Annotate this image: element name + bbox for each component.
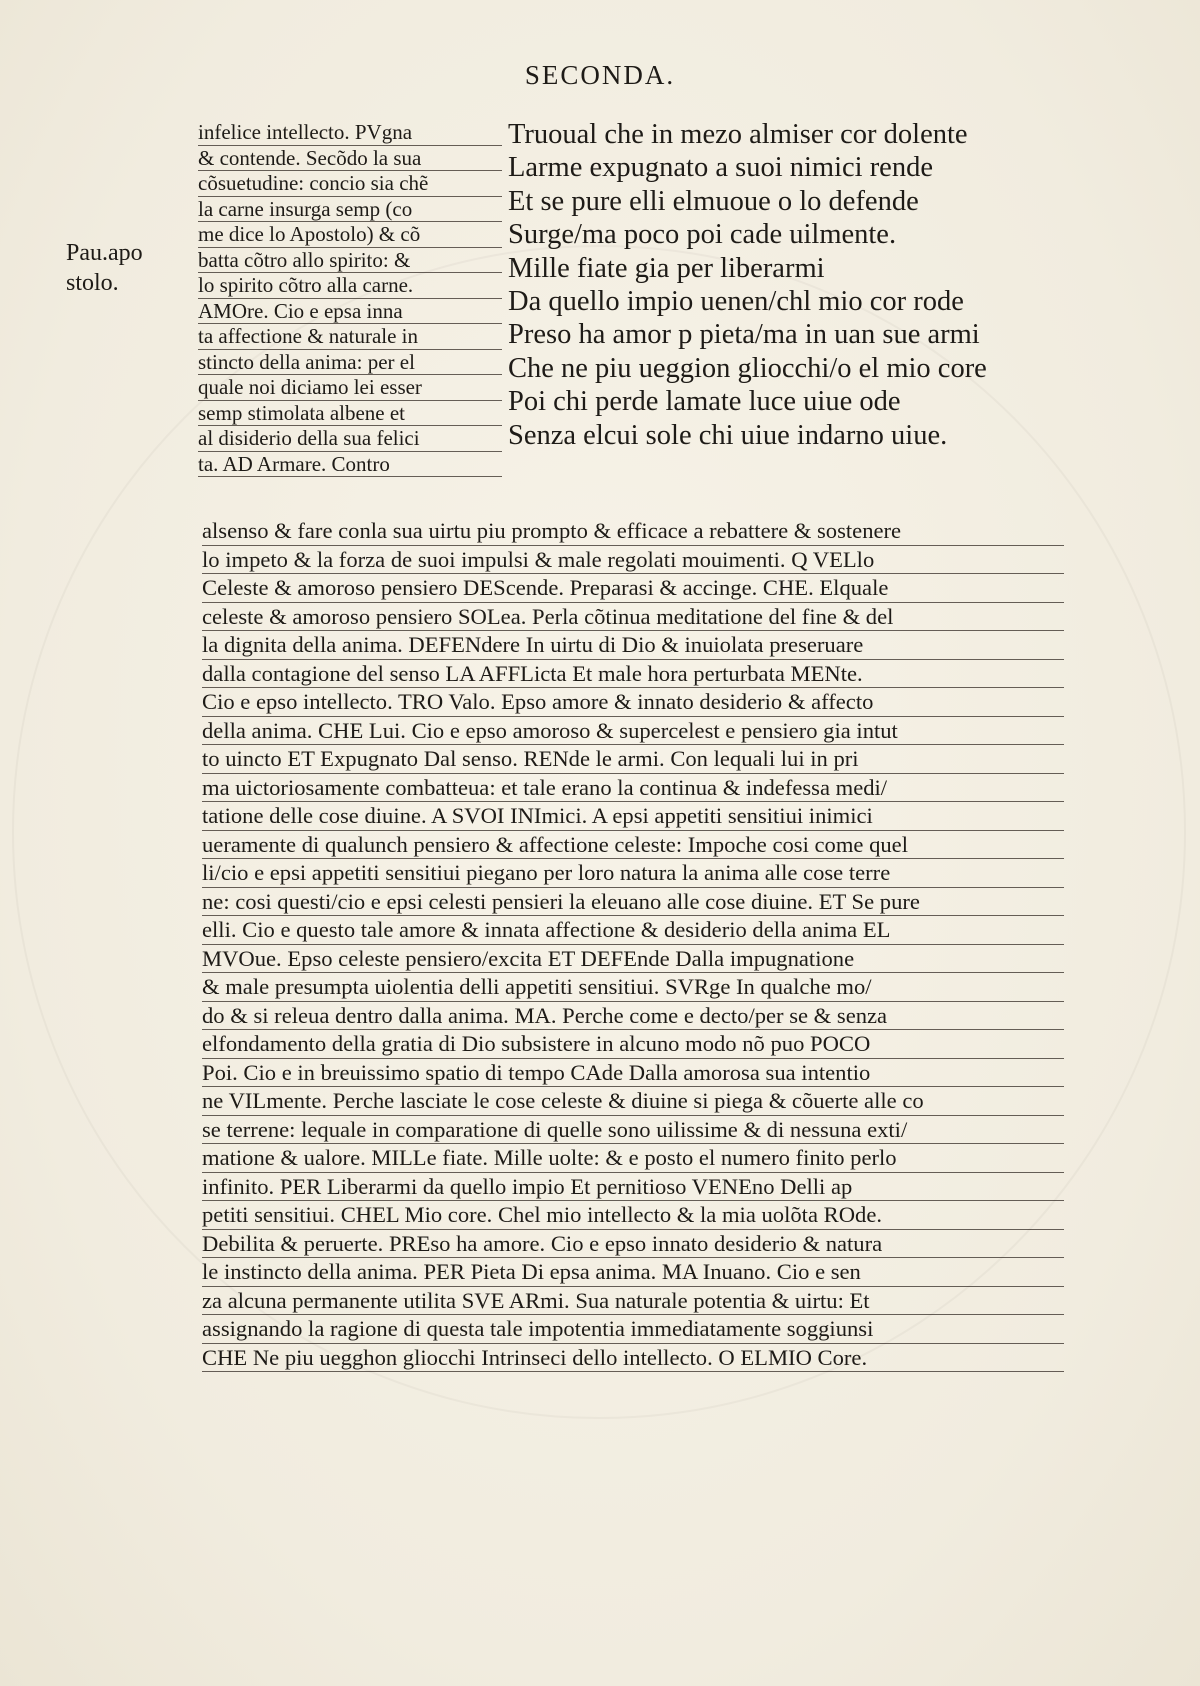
commentary-line: batta cõtro allo spirito: & [198, 248, 502, 274]
poem-line: Larme expugnato a suoi nimici rende [508, 152, 933, 184]
commentary-line: stincto della anima: per el [198, 350, 502, 376]
margin-note-line: stolo. [66, 270, 119, 296]
poem-line: Truoual che in mezo almiser cor dolente [508, 119, 968, 150]
poem-line: Da quello impio uenen/chl mio cor rode [508, 285, 964, 317]
sonnet-text [508, 118, 1068, 452]
commentary-line: ma uictoriosamente combatteua: et tale erano la continua & indefessa medi/ [202, 774, 1064, 803]
commentary-line: ne VILmente. Perche lasciate le cose celeste & diuine si piega & cõuerte alle co [202, 1087, 1064, 1116]
commentary-line: ne: cosi questi/cio e epsi celesti pensieri la eleuano alle cose diuine. ET Se pure [202, 888, 1064, 917]
commentary-line: dalla contagione del senso LA AFFLicta Et male hora perturbata MENte. [202, 660, 1064, 689]
commentary-line: & male presumpta uiolentia delli appetiti sensitiui. SVRge In qualche mo/ [202, 973, 1064, 1002]
commentary-line: za alcuna permanente utilita SVE ARmi. Sua naturale potentia & uirtu: Et [202, 1287, 1064, 1316]
commentary-line: alsenso & fare conla sua uirtu piu prompto & efficace a rebattere & sostenere [202, 517, 1064, 546]
commentary-line: me dice lo Apostolo) & cõ [198, 222, 502, 248]
commentary-line: la carne insurga semp (co [198, 197, 502, 223]
commentary-line: Poi. Cio e in breuissimo spatio di tempo CAde Dalla amorosa sua intentio [202, 1059, 1064, 1088]
commentary-line: al disiderio della sua felici [198, 426, 502, 452]
commentary-line: semp stimolata albene et [198, 401, 502, 427]
commentary-line: lo impeto & la forza de suoi impulsi & male regolati mouimenti. Q VELlo [202, 546, 1064, 575]
commentary-line: elfondamento della gratia di Dio subsistere in alcuno modo nõ puo POCO [202, 1030, 1064, 1059]
commentary-top-column [198, 120, 502, 477]
commentary-line: Debilita & peruerte. PREso ha amore. Cio e epso innato desiderio & natura [202, 1230, 1064, 1259]
commentary-line: do & si releua dentro dalla anima. MA. Perche come e decto/per se & senza [202, 1002, 1064, 1031]
poem-line: Che ne piu ueggion gliocchi/o el mio core [508, 352, 987, 384]
commentary-line: ta. AD Armare. Contro [198, 452, 502, 478]
commentary-line: della anima. CHE Lui. Cio e epso amoroso & supercelest e pensiero gia intut [202, 717, 1064, 746]
commentary-line: la dignita della anima. DEFENdere In uirtu di Dio & inuiolata preseruare [202, 631, 1064, 660]
commentary-line: elli. Cio e questo tale amore & innata affectione & desiderio della anima EL [202, 916, 1064, 945]
commentary-line: Cio e epso intellecto. TRO Valo. Epso amore & innato desiderio & affecto [202, 688, 1064, 717]
commentary-line: lo spirito cõtro alla carne. [198, 273, 502, 299]
margin-note [66, 238, 143, 298]
commentary-line: MVOue. Epso celeste pensiero/excita ET DEFEnde Dalla impugnatione [202, 945, 1064, 974]
commentary-line: le instincto della anima. PER Pieta Di epsa anima. MA Inuano. Cio e sen [202, 1258, 1064, 1287]
commentary-main-column [202, 517, 1064, 1372]
commentary-line: li/cio e epsi appetiti sensitiui piegano per loro natura la anima alle cose terre [202, 859, 1064, 888]
commentary-line: tatione delle cose diuine. A SVOI INImici. A epsi appetiti sensitiui inimici [202, 802, 1064, 831]
commentary-line: infelice intellecto. PVgna [198, 120, 502, 146]
poem-line: Surge/ma poco poi cade uilmente. [508, 219, 897, 251]
commentary-line: matione & ualore. MILLe fiate. Mille uolte: & e posto el numero finito perlo [202, 1144, 1064, 1173]
commentary-line: to uincto ET Expugnato Dal senso. RENde le armi. Con lequali lui in pri [202, 745, 1064, 774]
commentary-line: celeste & amoroso pensiero SOLea. Perla cõtinua meditatione del fine & del [202, 603, 1064, 632]
margin-note-line: Pau.apo [66, 240, 143, 266]
poem-line: Poi chi perde lamate luce uiue ode [508, 386, 901, 418]
poem-line: Preso ha amor p pieta/ma in uan sue armi [508, 319, 980, 351]
commentary-line: Celeste & amoroso pensiero DEScende. Preparasi & accinge. CHE. Elquale [202, 574, 1064, 603]
commentary-line: infinito. PER Liberarmi da quello impio Et pernitioso VENEno Delli ap [202, 1173, 1064, 1202]
commentary-line: & contende. Secõdo la sua [198, 146, 502, 172]
commentary-line: cõsuetudine: concio sia chẽ [198, 171, 502, 197]
commentary-line: ta affectione & naturale in [198, 324, 502, 350]
page-header: SECONDA. [524, 60, 676, 90]
poem-line: Et se pure elli elmuoue o lo defende [508, 185, 919, 217]
commentary-line: petiti sensitiui. CHEL Mio core. Chel mio intellecto & la mia uolõta ROde. [202, 1201, 1064, 1230]
commentary-line: ueramente di qualunch pensiero & affectione celeste: Impoche cosi come quel [202, 831, 1064, 860]
commentary-line: se terrene: lequale in comparatione di quelle sono uilissime & di nessuna exti/ [202, 1116, 1064, 1145]
commentary-line: AMOre. Cio e epsa inna [198, 299, 502, 325]
poem-line: Mille fiate gia per liberarmi [508, 252, 825, 284]
commentary-line: CHE Ne piu uegghon gliocchi Intrinseci dello intellecto. O ELMIO Core. [202, 1344, 1064, 1373]
commentary-line: quale noi diciamo lei esser [198, 375, 502, 401]
poem-line: Senza elcui sole chi uiue indarno uiue. [508, 419, 948, 451]
commentary-line: assignando la ragione di questa tale impotentia immediatamente soggiunsi [202, 1315, 1064, 1344]
